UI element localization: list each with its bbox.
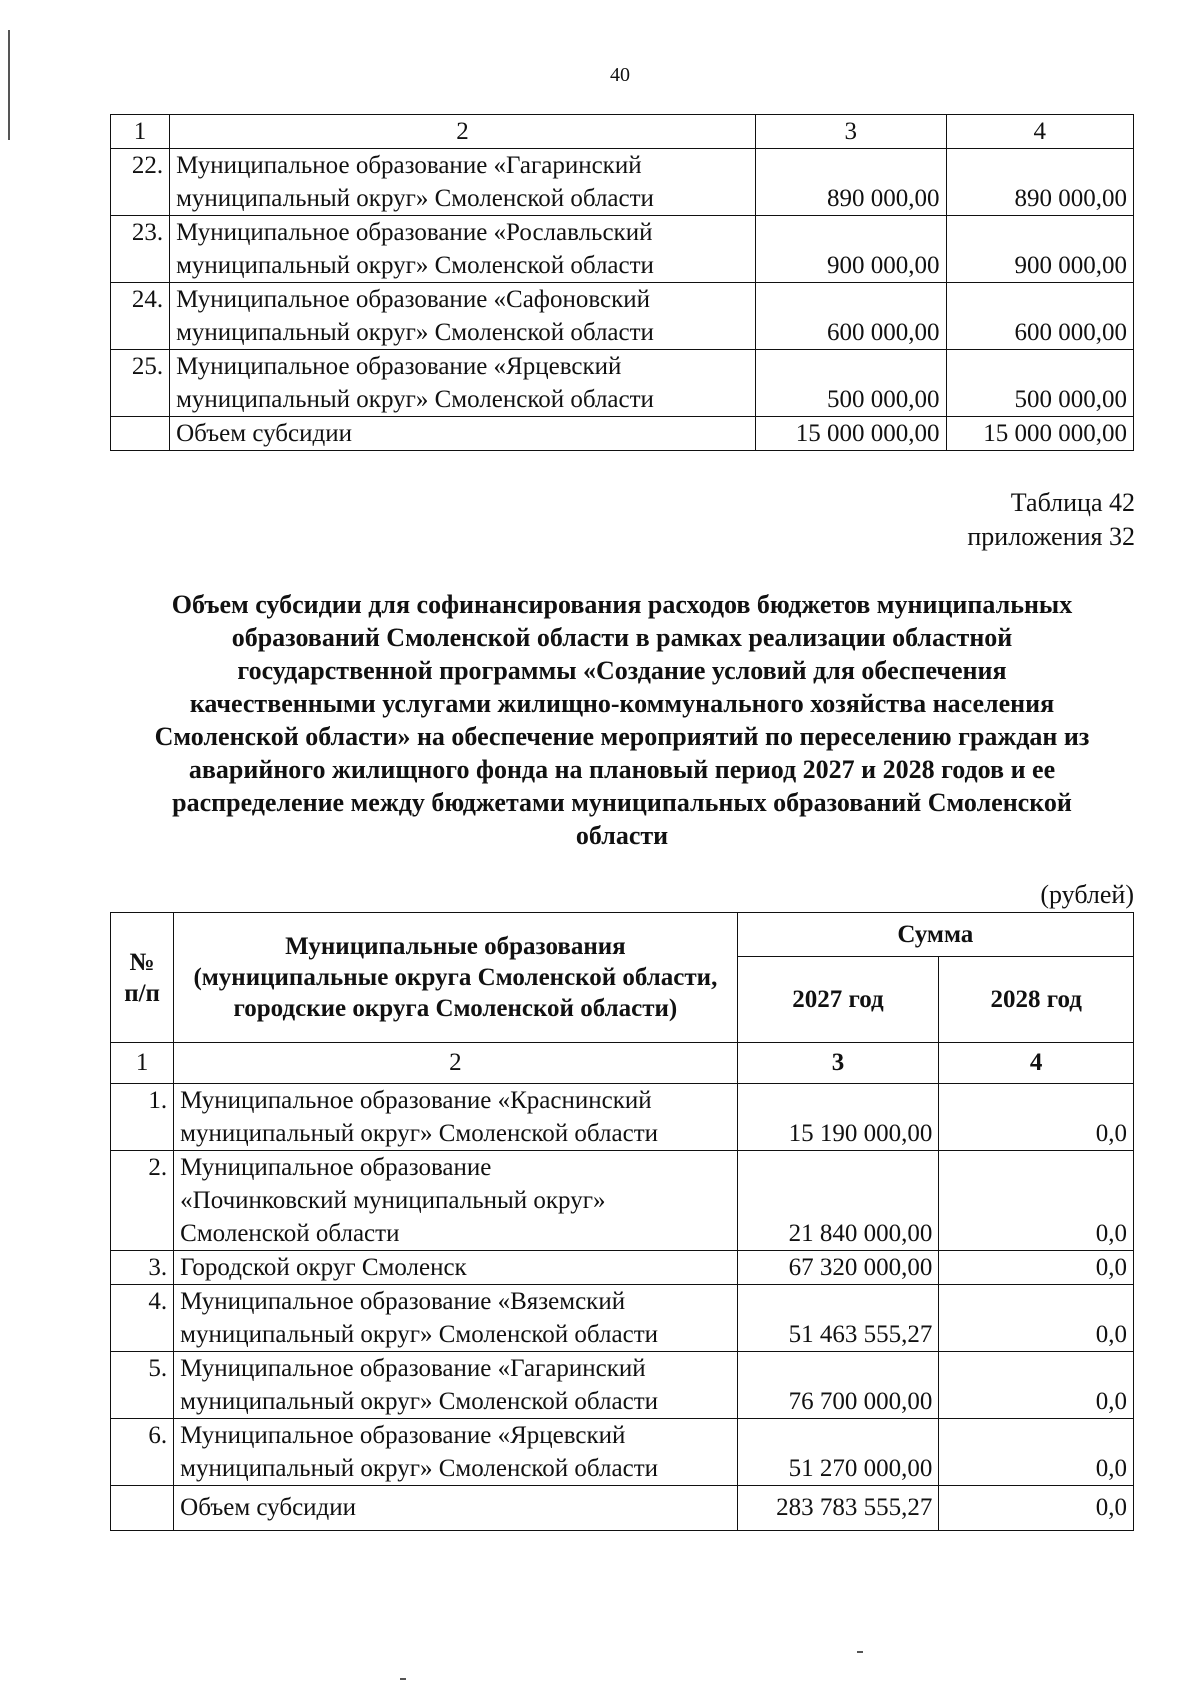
name-line: муниципальный округ» Смоленской области	[176, 319, 654, 346]
empty-cell	[111, 1486, 174, 1531]
municipality-name	[170, 350, 756, 417]
name-line: Муниципальное образование «Вяземский	[180, 1288, 626, 1315]
table-row	[111, 1419, 1134, 1486]
row-number: 25.	[111, 350, 170, 417]
amount-2027: 67 320 000,00	[737, 1251, 939, 1285]
row-number: 6.	[111, 1419, 174, 1486]
name-line: муниципальный округ» Смоленской области	[176, 252, 654, 279]
table-caption	[967, 486, 1135, 554]
name-line: Муниципальное образование «Гагаринский	[176, 152, 642, 179]
scan-mark	[857, 1651, 863, 1653]
total-label: Объем субсидии	[174, 1486, 737, 1531]
header-row	[111, 913, 1134, 957]
row-number: 4.	[111, 1285, 174, 1352]
amount-col4: 500 000,00	[946, 350, 1134, 417]
page-number: 40	[610, 64, 630, 86]
amount-col4: 890 000,00	[946, 149, 1134, 216]
row-number: 24.	[111, 283, 170, 350]
col-index-4: 4	[946, 115, 1134, 149]
row-number: 1.	[111, 1084, 174, 1151]
title-line: аварийного жилищного фонда на плановый период 2027 и 2028 годов и ее	[188, 755, 1056, 784]
name-line: муниципальный округ» Смоленской области	[180, 1388, 658, 1415]
title-line: образований Смоленской области в рамках реализации областной	[231, 623, 1013, 652]
name-line: Муниципальное образование «Краснинский	[180, 1087, 652, 1114]
name-line: муниципальный округ» Смоленской области	[180, 1321, 658, 1348]
total-col4: 15 000 000,00	[946, 417, 1134, 451]
amount-2027: 21 840 000,00	[737, 1151, 939, 1251]
name-line: муниципальный округ» Смоленской области	[176, 386, 654, 413]
amount-2027: 15 190 000,00	[737, 1084, 939, 1151]
units-label: (рублей)	[1040, 880, 1134, 909]
table-row	[111, 1251, 1134, 1285]
amount-col3: 600 000,00	[755, 283, 946, 350]
col-index-2: 2	[174, 1043, 737, 1084]
amount-2028: 0,0	[939, 1352, 1134, 1419]
table-row	[111, 1084, 1134, 1151]
amount-col4: 900 000,00	[946, 216, 1134, 283]
appendix-number: приложения 32	[967, 522, 1135, 551]
total-row	[111, 1486, 1134, 1531]
col-index-4: 4	[939, 1043, 1134, 1084]
row-number: 3.	[111, 1251, 174, 1285]
table-row	[111, 216, 1134, 283]
amount-2028: 0,0	[939, 1151, 1134, 1251]
name-line: Муниципальное образование «Ярцевский	[176, 353, 622, 380]
col-index-3: 3	[737, 1043, 939, 1084]
row-number: 5.	[111, 1352, 174, 1419]
name-line: муниципальный округ» Смоленской области	[176, 185, 654, 212]
amount-col3: 900 000,00	[755, 216, 946, 283]
total-2028: 0,0	[939, 1486, 1134, 1531]
municipality-name	[174, 1084, 737, 1151]
amount-col3: 500 000,00	[755, 350, 946, 417]
table-row	[111, 1352, 1134, 1419]
name-line: Городской округ Смоленск	[180, 1254, 467, 1281]
table-row	[111, 350, 1134, 417]
title-line: Объем субсидии для софинансирования расходов бюджетов муниципальных	[171, 590, 1073, 619]
municipality-name	[174, 1285, 737, 1352]
continued-subsidy-table	[110, 114, 1134, 451]
municipality-name	[174, 1419, 737, 1486]
amount-2028: 0,0	[939, 1251, 1134, 1285]
name-line: Муниципальное образование «Рославльский	[176, 219, 653, 246]
name-line: Смоленской области	[180, 1220, 400, 1247]
title-line: распределение между бюджетами муниципальных образований Смоленской	[172, 788, 1072, 817]
scan-mark	[400, 1678, 406, 1680]
header-municipality: Муниципальные образования (муниципальные округа Смоленской области, городские округа Смоленской области)	[174, 913, 737, 1043]
municipality-name	[174, 1251, 737, 1285]
subsidy-distribution-table	[110, 912, 1134, 1531]
total-label: Объем субсидии	[170, 417, 756, 451]
col-index-1: 1	[111, 115, 170, 149]
total-row	[111, 417, 1134, 451]
title-line: области	[575, 821, 669, 850]
municipality-name	[174, 1151, 737, 1251]
amount-2027: 76 700 000,00	[737, 1352, 939, 1419]
title-line: Смоленской области» на обеспечение мероприятий по переселению граждан из	[154, 722, 1090, 751]
column-index-row	[111, 1043, 1134, 1084]
name-line: Муниципальное образование «Гагаринский	[180, 1355, 646, 1382]
amount-2028: 0,0	[939, 1285, 1134, 1352]
name-line: муниципальный округ» Смоленской области	[180, 1120, 658, 1147]
col-index-2: 2	[170, 115, 756, 149]
name-line: «Починковский муниципальный округ»	[180, 1187, 606, 1214]
amount-col3: 890 000,00	[755, 149, 946, 216]
empty-cell	[111, 417, 170, 451]
header-number-line: №	[129, 948, 155, 976]
header-number-line: п/п	[124, 979, 160, 1007]
table-row	[111, 1151, 1134, 1251]
col-index-3: 3	[755, 115, 946, 149]
header-sum: Сумма	[737, 913, 1133, 957]
table-header-row	[111, 115, 1134, 149]
header-number	[111, 913, 174, 1043]
title-line: качественными услугами жилищно-коммунального хозяйства населения	[189, 689, 1055, 718]
table-row	[111, 1285, 1134, 1352]
header-year-2028: 2028 год	[939, 957, 1134, 1043]
amount-2027: 51 463 555,27	[737, 1285, 939, 1352]
name-line: муниципальный округ» Смоленской области	[180, 1455, 658, 1482]
total-col3: 15 000 000,00	[755, 417, 946, 451]
amount-2028: 0,0	[939, 1084, 1134, 1151]
header-year-2027: 2027 год	[737, 957, 939, 1043]
table-row	[111, 149, 1134, 216]
row-number: 22.	[111, 149, 170, 216]
amount-col4: 600 000,00	[946, 283, 1134, 350]
amount-2028: 0,0	[939, 1419, 1134, 1486]
title-line: государственной программы «Создание условий для обеспечения	[237, 656, 1007, 685]
municipality-name	[170, 216, 756, 283]
table-row	[111, 283, 1134, 350]
table-number: Таблица 42	[1010, 488, 1135, 517]
municipality-name	[174, 1352, 737, 1419]
amount-2027: 51 270 000,00	[737, 1419, 939, 1486]
document-title	[112, 588, 1132, 852]
row-number: 23.	[111, 216, 170, 283]
municipality-name	[170, 283, 756, 350]
name-line: Муниципальное образование «Ярцевский	[180, 1422, 626, 1449]
name-line: Муниципальное образование	[180, 1154, 492, 1181]
col-index-1: 1	[111, 1043, 174, 1084]
name-line: Муниципальное образование «Сафоновский	[176, 286, 651, 313]
row-number: 2.	[111, 1151, 174, 1251]
total-2027: 283 783 555,27	[737, 1486, 939, 1531]
municipality-name	[170, 149, 756, 216]
